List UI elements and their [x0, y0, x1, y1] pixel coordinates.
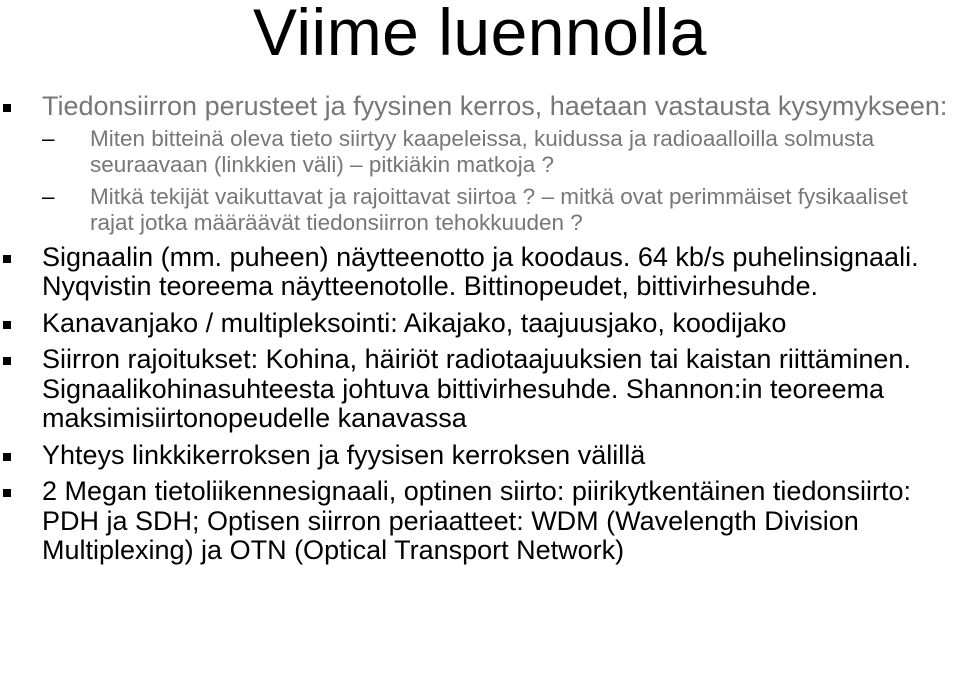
square-bullet-icon	[3, 453, 11, 461]
bullet-item	[0, 92, 960, 236]
bullet-item	[0, 309, 960, 339]
sub-bullet-text: Miten bitteinä oleva tieto siirtyy kaapeleissa, kuidussa ja radioaalloilla solmusta seuraavaan (linkkien väli) – pitkiäkin matkoja ?	[90, 125, 875, 177]
square-bullet-icon	[3, 321, 11, 329]
bullet-item	[0, 477, 960, 566]
bullet-list	[0, 92, 960, 573]
bullet-text: 2 Megan tietoliikennesignaali, optinen siirto: piirikytkentäinen tiedonsiirto: PDH ja SDH; Optisen siirron periaatteet: WDM (Wavelength Division Multiplexing) ja OTN (Optical Transport Network)	[42, 476, 911, 565]
bullet-item	[0, 243, 960, 302]
bullet-text: Tiedonsiirron perusteet ja fyysinen kerros, haetaan vastausta kysymykseen:	[42, 91, 948, 121]
bullet-text: Siirron rajoitukset: Kohina, häiriöt radiotaajuuksien tai kaistan riittäminen. Signaalikohinasuhteesta johtuva bittivirhesuhde. Shannon:in teoreema maksimisiirtonopeudelle kanavassa	[42, 344, 911, 433]
bullet-text: Kanavanjako / multipleksointi: Aikajako, taajuusjako, koodijako	[42, 307, 787, 338]
sub-bullet-item	[42, 184, 954, 236]
sub-bullet-list	[42, 126, 954, 236]
dash-icon: –	[42, 125, 55, 151]
square-bullet-icon	[3, 104, 11, 112]
bullet-item	[0, 441, 960, 471]
bullet-item	[0, 345, 960, 434]
sub-bullet-text: Mitkä tekijät vaikuttavat ja rajoittavat siirtoa ? – mitkä ovat perimmäiset fysikaaliset rajat jotka määräävät tiedonsiirron tehokkuuden ?	[90, 183, 908, 235]
square-bullet-icon	[3, 489, 11, 497]
slide-title: Viime luennolla	[253, 0, 707, 69]
square-bullet-icon	[3, 255, 11, 263]
bullet-text: Yhteys linkkikerroksen ja fyysisen kerroksen välillä	[42, 439, 646, 470]
sub-bullet-item	[42, 126, 954, 178]
square-bullet-icon	[3, 357, 11, 365]
dash-icon: –	[42, 183, 55, 209]
bullet-text: Signaalin (mm. puheen) näytteenotto ja koodaus. 64 kb/s puhelinsignaali. Nyqvistin teoreema näytteenotolle. Bittinopeudet, bittivirhesuhde.	[42, 241, 919, 301]
